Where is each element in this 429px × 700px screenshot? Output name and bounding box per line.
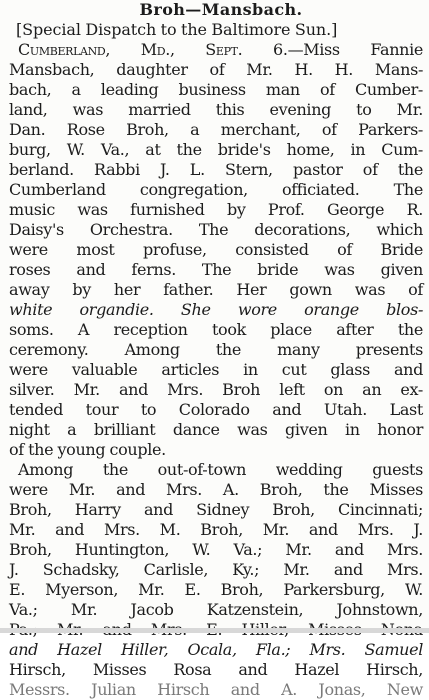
article-paragraph-wedding: [9, 40, 423, 460]
paragraph-line: roses and ferns. The bride was given: [9, 260, 423, 279]
article: [9, 0, 423, 700]
paragraph-line: Cumberland congregation, officiated. The: [9, 180, 423, 199]
paragraph-line: were most profuse, consisted of Bride: [9, 240, 423, 259]
paragraph-line: night a brilliant dance was given in honor: [9, 420, 423, 439]
article-headline: Broh—Mansbach.: [139, 0, 303, 19]
paragraph-line: Messrs. Julian Hirsch and A. Jonas, New: [9, 680, 423, 699]
paragraph-line: ceremony. Among the many presents: [9, 340, 423, 359]
paragraph-line: and Hazel Hiller, Ocala, Fla.; Mrs. Samuel: [9, 640, 423, 659]
paragraph-line: were valuable articles in cut glass and: [9, 360, 423, 379]
paragraph-line: silver. Mr. and Mrs. Broh left on an ex-: [9, 380, 423, 399]
paragraph-line: white organdie. She wore orange blos-: [9, 300, 423, 319]
paragraph-line: away by her father. Her gown was of: [9, 280, 423, 299]
paragraph-line: Mansbach, daughter of Mr. H. H. Mans-: [9, 60, 423, 79]
paragraph-line: bach, a leading business man of Cumber-: [9, 80, 423, 99]
paragraph-line: Mr. and Mrs. M. Broh, Mr. and Mrs. J.: [9, 520, 423, 539]
paragraph-line: tended tour to Colorado and Utah. Last: [9, 400, 423, 419]
paragraph-line: land, was married this evening to Mr.: [9, 100, 423, 119]
paragraph-line: E. Myerson, Mr. E. Broh, Parkersburg, W.: [9, 580, 423, 599]
article-paragraph-guests: [9, 460, 423, 700]
paragraph-line: Among the out-of-town wedding guests: [18, 460, 423, 479]
paragraph-line: [9, 40, 423, 60]
paragraph-line: Dan. Rose Broh, a merchant, of Parkers-: [9, 120, 423, 139]
paragraph-line: burg, W. Va., at the bride's home, in Cum-: [9, 140, 423, 159]
paragraph-line: of the young couple.: [9, 440, 166, 459]
paragraph-line: Broh, Harry and Sidney Broh, Cincinnati;: [9, 500, 423, 519]
paragraph-line: Broh, Huntington, W. Va.; Mr. and Mrs.: [9, 540, 423, 559]
paragraph-line: Hirsch, Misses Rosa and Hazel Hirsch,: [9, 660, 423, 679]
paragraph-line: were Mr. and Mrs. A. Broh, the Misses: [9, 480, 423, 499]
paragraph-line: berland. Rabbi J. L. Stern, pastor of the: [9, 160, 423, 179]
dispatch-credit: [Special Dispatch to the Baltimore Sun.]: [16, 20, 338, 39]
dateline: Cumberland, Md., Sept. 6.: [18, 40, 288, 59]
line-text: —Miss Fannie: [287, 40, 423, 59]
paragraph-line: music was furnished by Prof. George R.: [9, 200, 423, 219]
paragraph-line: J. Schadsky, Carlisle, Ky.; Mr. and Mrs.: [9, 560, 423, 579]
clipping-bottom-edge: [0, 628, 429, 633]
paragraph-line: soms. A reception took place after the: [9, 320, 423, 339]
paragraph-line: Daisy's Orchestra. The decorations, which: [9, 220, 423, 239]
paragraph-line: Va.; Mr. Jacob Katzenstein, Johnstown,: [9, 600, 423, 619]
